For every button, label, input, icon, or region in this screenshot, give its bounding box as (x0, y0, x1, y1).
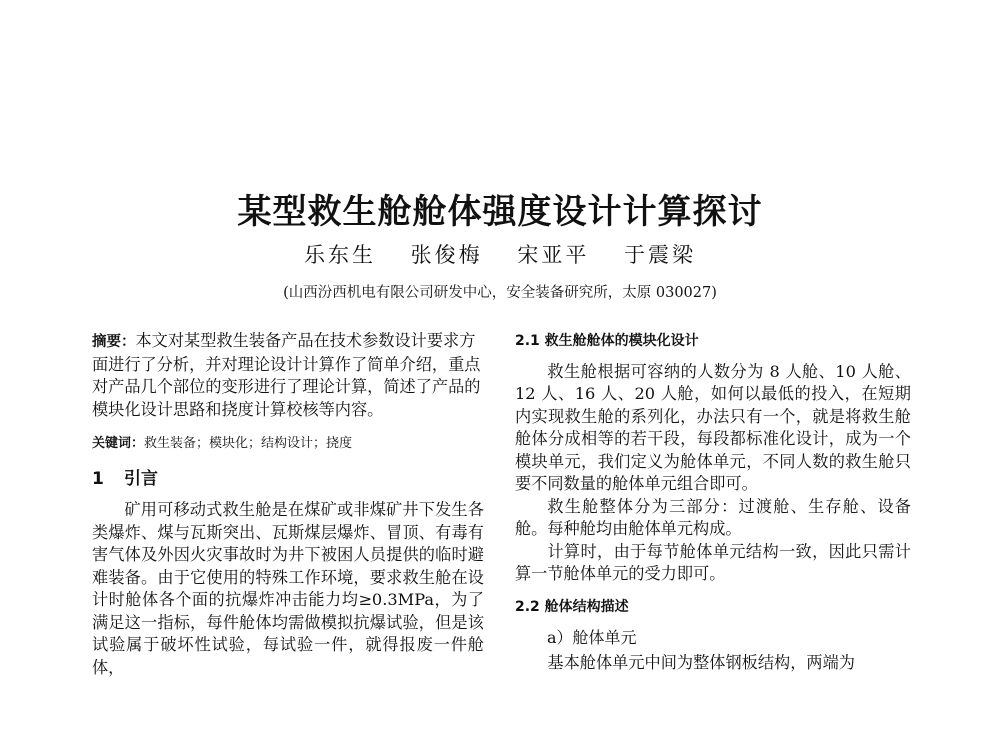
section-2-1-paragraph-2: 救生舱整体分为三部分：过渡舱、生存舱、设备舱。每种舱均由舱体单元构成。 (515, 496, 911, 538)
abstract-text: 本文对某型救生装备产品在技术参数设计要求方面进行了分析，并对理论设计计算作了简单介绍，重点对产品几个部位的变形进行了理论计算，简述了产品的模块化设计思路和挠度计算校核等内容。 (92, 331, 481, 419)
section-1-paragraph: 矿用可移动式救生舱是在煤矿或非煤矿井下发生各类爆炸、煤与瓦斯突出、瓦斯煤层爆炸、冒顶、有毒有害气体及外因火灾事故时为井下被困人员提供的临时避难装备。由于它使用的特殊工作环境，要求救生舱在设计时舱体各个面的抗爆炸冲击能力均≥0.3MPa，为了满足这一指标，每件舱体均需做模拟抗爆试验，但是该试验属于破坏性试验，每试验一件，就得报废一件舱体， (92, 500, 484, 677)
section-2-1-heading: 2.1 救生舱舱体的模块化设计 (515, 333, 699, 349)
keywords-text: 救生装备；模块化；结构设计；挠度 (144, 436, 353, 451)
keywords (92, 433, 484, 456)
abstract-label: 摘要： (92, 334, 136, 350)
section-2-2-paragraph: 基本舱体单元中间为整体钢板结构，两端为 (547, 652, 855, 672)
section-2-1-paragraph-3: 计算时，由于每节舱体单元结构一致，因此只需计算一节舱体单元的受力即可。 (515, 541, 911, 583)
right-column (515, 330, 911, 674)
section-1-heading (92, 468, 484, 491)
left-column (92, 330, 484, 679)
author-3: 宋亚平 (517, 243, 590, 267)
section-1-title: 引言 (124, 468, 158, 489)
paper-title: 某型救生舱舱体强度设计计算探讨 (237, 192, 763, 232)
author-1: 乐东生 (303, 243, 376, 267)
section-1-number: 1 (92, 468, 104, 489)
abstract (92, 330, 484, 421)
author-4: 于震梁 (624, 243, 697, 267)
author-2: 张俊梅 (410, 243, 483, 267)
section-2-2-heading: 2.2 舱体结构描述 (515, 598, 629, 615)
affiliation: (山西汾西机电有限公司研发中心，安全装备研究所，太原 030027) (283, 285, 717, 301)
section-2-1-paragraph-1: 救生舱根据可容纳的人数分为 8 人舱、10 人舱、12 人、16 人、20 人舱，如何以最低的投入，在短期内实现救生舱的系列化，办法只有一个，就是将救生舱舱体分成相等的若干段，每段都标准化设计，成为一个模块单元，我们定义为舱体单元，不同人数的救生舱只要不同数量的舱体单元组合即可。 (515, 361, 911, 493)
keywords-label: 关键词： (92, 436, 145, 451)
author-list (0, 239, 1000, 269)
section-2-2-item-a: a）舱体单元 (547, 628, 637, 647)
